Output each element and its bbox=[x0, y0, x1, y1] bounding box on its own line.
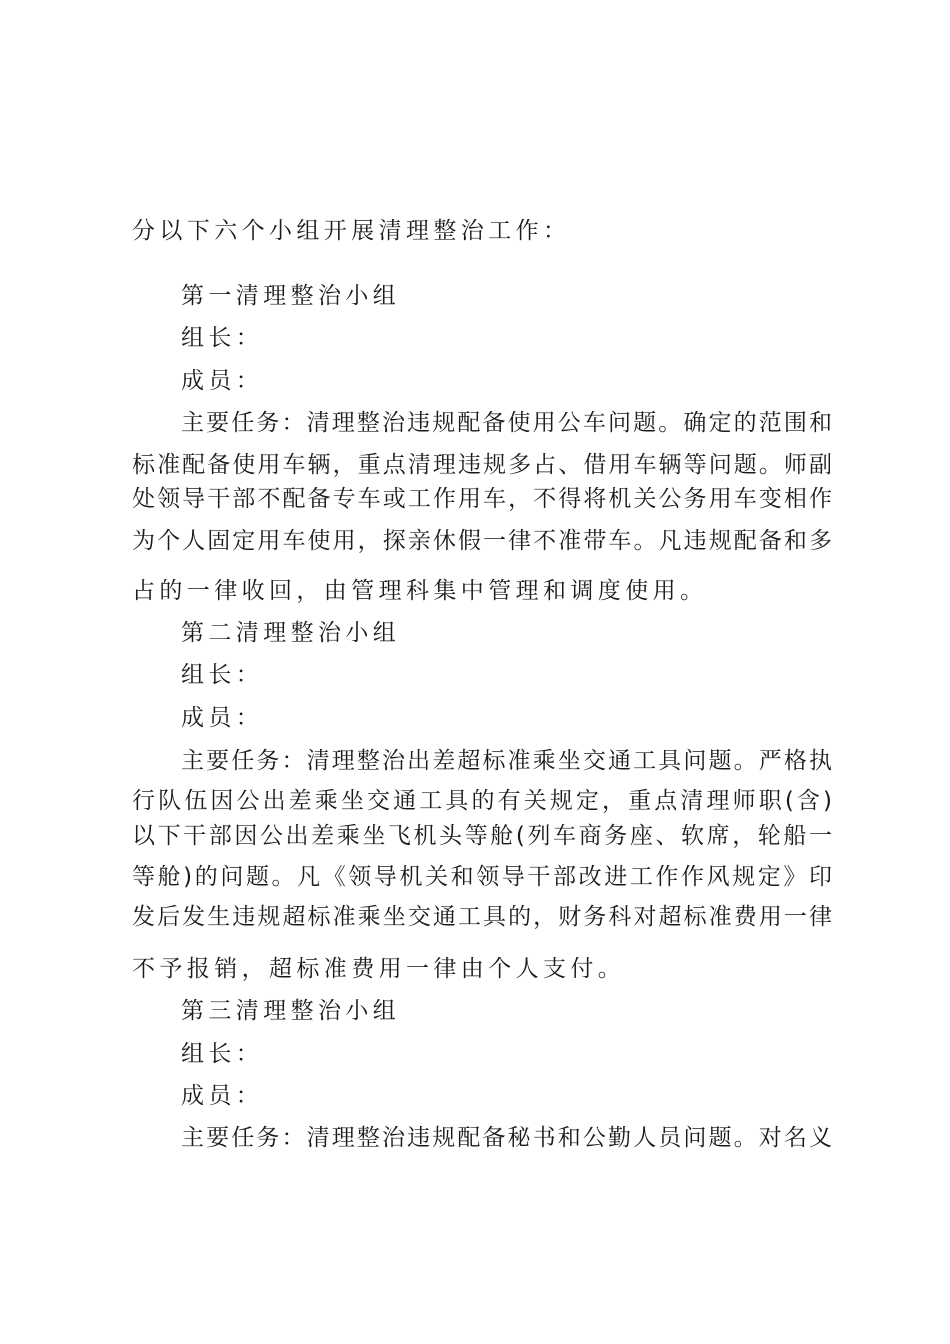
group-2-task-line: 发后发生违规超标准乘坐交通工具的，财务科对超标准费用一律 bbox=[132, 904, 832, 930]
intro-line: 分以下六个小组开展清理整治工作： bbox=[132, 218, 571, 244]
group-2-task-line: 以下干部因公出差乘坐飞机头等舱(列车商务座、软席，轮船一 bbox=[132, 823, 832, 849]
group-1-task-line: 处领导干部不配备专车或工作用车，不得将机关公务用车变相作 bbox=[132, 486, 832, 512]
group-3-title: 第三清理整治小组 bbox=[181, 998, 401, 1024]
group-1-task-line: 占的一律收回，由管理科集中管理和调度使用。 bbox=[132, 578, 708, 604]
group-1-members: 成员： bbox=[181, 368, 264, 394]
group-1-title: 第一清理整治小组 bbox=[181, 283, 401, 309]
group-1-task-line: 为个人固定用车使用，探亲休假一律不准带车。凡违规配备和多 bbox=[132, 528, 832, 554]
group-2-task-line: 行队伍因公出差乘坐交通工具的有关规定，重点清理师职(含) bbox=[132, 788, 832, 814]
group-2-task-line: 不予报销，超标准费用一律由个人支付。 bbox=[132, 956, 626, 982]
group-3-leader: 组长： bbox=[181, 1041, 264, 1067]
group-1-leader: 组长： bbox=[181, 325, 264, 351]
group-2-leader: 组长： bbox=[181, 662, 264, 688]
group-3-members: 成员： bbox=[181, 1083, 264, 1109]
group-2-title: 第二清理整治小组 bbox=[181, 620, 401, 646]
group-2-task-line: 等舱)的问题。凡《领导机关和领导干部改进工作作风规定》印 bbox=[132, 864, 832, 890]
group-1-task-line: 标准配备使用车辆，重点清理违规多占、借用车辆等问题。师副 bbox=[132, 452, 832, 478]
group-2-task-line: 主要任务：清理整治出差超标准乘坐交通工具问题。严格执 bbox=[181, 748, 832, 774]
group-1-task-line: 主要任务：清理整治违规配备使用公车问题。确定的范围和 bbox=[181, 410, 832, 436]
group-2-members: 成员： bbox=[181, 705, 264, 731]
group-3-task-line: 主要任务：清理整治违规配备秘书和公勤人员问题。对名义 bbox=[181, 1125, 832, 1151]
